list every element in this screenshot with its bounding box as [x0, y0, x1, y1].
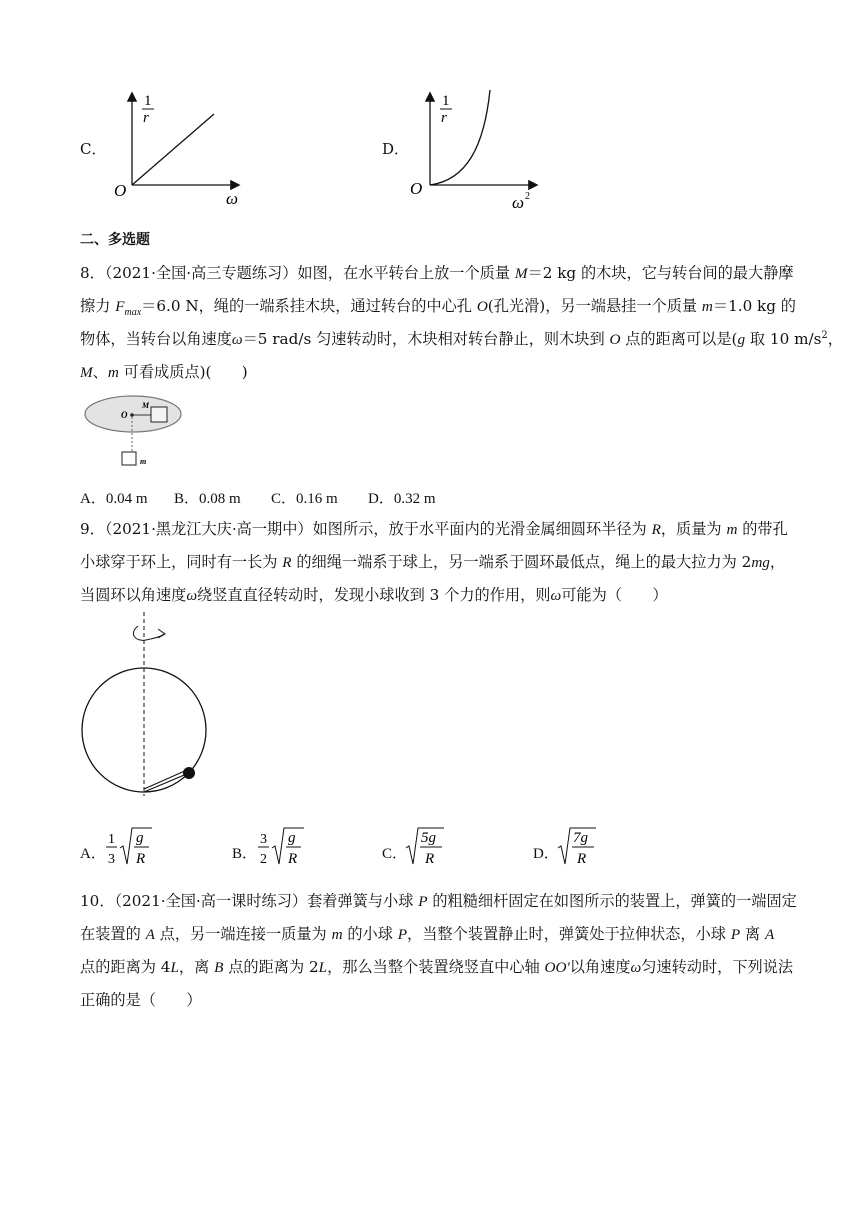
q10-line-2: 在装置的 A 点，另一端连接一质量为 m 的小球 P，当整个装置静止时，弹簧处于拉伸状态，小球 P 离 A — [80, 925, 775, 943]
q8-line-1: 8．（2021·全国·高三专题练习）如图，在水平转台上放一个质量 M＝2 kg 的木块，它与转台间的最大静摩 — [80, 264, 794, 282]
svg-text:g: g — [288, 830, 296, 846]
q9-line-1: 9．（2021·黑龙江大庆·高一期中）如图所示，放于水平面内的光滑金属细圆环半径为 R，质量为 m 的带孔 — [80, 520, 788, 538]
q10-line-3: 点的距离为 4L，离 B 点的距离为 2L，那么当整个装置绕竖直中心轴 OO'以角速度ω匀速转动时，下列说法 — [80, 958, 794, 976]
section-title: 二、多选题 — [80, 232, 150, 248]
q9-line-2: 小球穿于环上，同时有一长为 R 的细绳一端系于球上，另一端系于圆环最低点，绳上的最大拉力为 2mg， — [80, 553, 786, 571]
turntable-M-label: M — [142, 401, 150, 410]
graph-d-y-num: 1 — [442, 93, 450, 109]
q9-choice-c-expr — [404, 826, 474, 870]
q9-choice-a-label: A． — [80, 846, 106, 862]
svg-text:R: R — [577, 851, 587, 867]
ring-figure — [78, 612, 212, 808]
graph-d — [406, 88, 546, 212]
graph-c-y-den: r — [143, 110, 149, 126]
graph-d-y-den: r — [441, 110, 447, 126]
q8-choice-b: B．0.08 m — [174, 491, 241, 507]
q8-line-3: 物体，当转台以角速度ω＝5 rad/s 匀速转动时，木块相对转台静止，则木块到 O 点的距离可以是(g 取 10 $m/s^2$， — [80, 329, 843, 348]
q9-line-3: 当圆环以角速度ω绕竖直直径转动时，发现小球收到 3 个力的作用，则ω可能为（ ） — [80, 586, 668, 604]
svg-text:R: R — [425, 851, 435, 867]
svg-text:2: 2 — [260, 852, 267, 867]
graph-d-origin: O — [410, 179, 423, 198]
graph-d-x-exp: 2 — [525, 191, 530, 202]
q8-choice-a: A．0.04 m — [80, 491, 148, 507]
option-d-label: D． — [382, 140, 410, 158]
q9-choice-a-expr — [104, 826, 194, 870]
q10-line-4: 正确的是（ ） — [80, 991, 202, 1009]
q8-line-2: 擦力 $F_{max}=6.0$ N，绳的一端系挂木块，通过转台的中心孔 O(孔光滑)，另一端悬挂一个质量 m＝1.0 kg 的 — [80, 297, 796, 319]
q8-choice-c: C．0.16 m — [271, 491, 338, 507]
q9-choice-c-label: C． — [382, 846, 408, 862]
svg-text:5g: 5g — [421, 830, 436, 846]
q9-choice-b-label: B． — [232, 846, 258, 862]
option-c-label: C． — [80, 140, 107, 158]
turntable-figure — [80, 394, 190, 472]
q10-line-1: 10．（2021·全国·高一课时练习）套着弹簧与小球 P 的粗糙细杆固定在如图所示的装置上，弹簧的一端固定 — [80, 892, 797, 910]
q9-choice-d-expr — [556, 826, 626, 870]
graph-c-x-label: ω — [226, 189, 239, 208]
svg-text:g: g — [136, 830, 144, 846]
q9-choice-d-label: D． — [533, 846, 559, 862]
svg-text:7g: 7g — [573, 830, 588, 846]
svg-text:R: R — [288, 851, 298, 867]
q8-line-4: M、m 可看成质点)( ) — [80, 363, 248, 381]
svg-text:1: 1 — [108, 832, 115, 847]
turntable-o-label: O — [121, 410, 128, 420]
turntable-m-label: m — [140, 457, 147, 466]
svg-text:3: 3 — [108, 852, 115, 867]
graph-d-x-label: ω — [512, 193, 525, 212]
graph-c — [108, 88, 248, 210]
svg-text:3: 3 — [260, 832, 267, 847]
graph-c-origin: O — [114, 181, 127, 200]
q8-choice-d: D．0.32 m — [368, 491, 436, 507]
graph-c-y-num: 1 — [144, 93, 152, 109]
q9-choice-b-expr — [256, 826, 346, 870]
svg-text:R: R — [136, 851, 146, 867]
